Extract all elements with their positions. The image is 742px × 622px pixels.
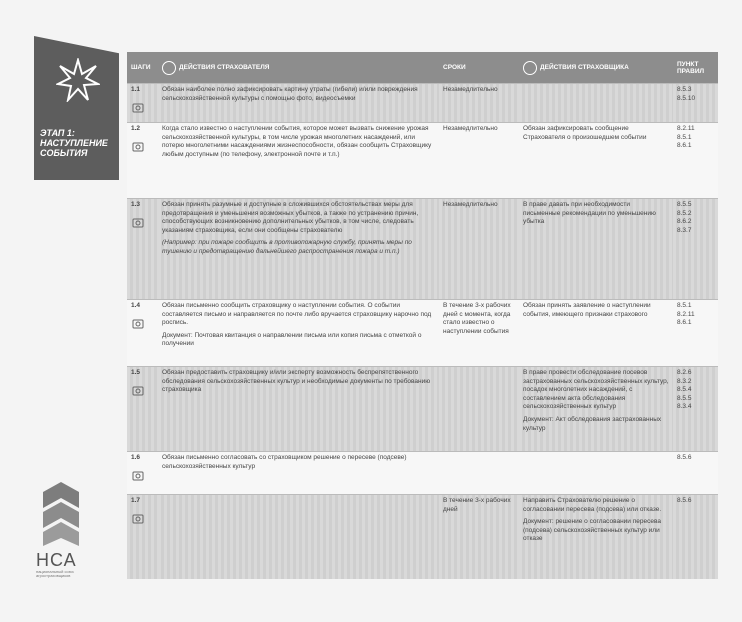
insurer-text: В праве давать при необходимости письменные рекомендации по уменьшению убытка xyxy=(523,201,656,226)
insurer-cell xyxy=(519,367,673,452)
terms-cell: Незамедлительно xyxy=(439,84,519,123)
header-insured: ДЕЙСТВИЯ СТРАХОВАТЕЛЯ xyxy=(158,52,439,84)
rules-cell: 8.5.3 8.5.10 xyxy=(673,84,718,123)
step-number: 1.2 xyxy=(131,125,141,132)
insured-cell xyxy=(158,199,439,300)
insurer-cell xyxy=(519,123,673,199)
terms-cell: Незамедлительно xyxy=(439,199,519,300)
wheat-logo-icon xyxy=(33,478,89,548)
insurer-cell xyxy=(519,199,673,300)
header-terms: СРОКИ xyxy=(439,52,519,84)
header-steps: ШАГИ xyxy=(127,52,158,84)
envelope-icon xyxy=(131,469,145,483)
insured-text: Когда стало известно о наступлении события, которое может вызвать снижение урожая сельскохозяйственной культуры, в том числе урожая многолетних насаждений, или потерю многолетними насаждениями жизнеспособности, обязан сообщить Страховщику любым доступным (по телефону, электронной почте и т.п.) xyxy=(162,125,432,158)
insurer-icon xyxy=(523,61,537,75)
step-number: 1.5 xyxy=(131,369,141,376)
step-number: 1.1 xyxy=(131,86,141,93)
terms-cell: В течение 3-х рабочих дней xyxy=(439,495,519,579)
insured-text: Обязан письменно сообщить страховщику о наступлении события. О событии составляется письмо и направляется по почте либо вручается страховщику нарочно под роспись. xyxy=(162,302,432,327)
terms-cell xyxy=(439,367,519,452)
insured-cell xyxy=(158,123,439,199)
step-cell xyxy=(127,367,158,452)
hand-sprout-icon xyxy=(131,512,145,526)
insured-text: Обязан принять разумные и доступные в сложившихся обстоятельствах меры для предотвращения и уменьшения возможных убытков, а также по устранению причин, способствующих возникновению дополнительных убытков, в том числе, следовать указаниям страховщика, если они сообщены страхователю xyxy=(162,201,419,234)
terms-cell: В течение 3-х рабочих дней с момента, когда стало известно о наступлении события xyxy=(439,300,519,367)
table-header xyxy=(127,52,718,84)
insured-text: Обязан наиболее полно зафиксировать картину утраты (гибели) и/или повреждения сельскохозяйственной культуры с помощью фото, видеосъемки xyxy=(162,86,418,102)
step-cell xyxy=(127,123,158,199)
step-number: 1.7 xyxy=(131,497,141,504)
insurer-text: Обязан принять заявление о наступлении события, имеющего признаки страхового xyxy=(523,302,651,318)
step-cell xyxy=(127,495,158,579)
terms-cell xyxy=(439,452,519,495)
insured-cell xyxy=(158,367,439,452)
table-row xyxy=(127,367,718,452)
insured-note: Документ: Почтовая квитанция о направлении письма или копия письма с отметкой о получении xyxy=(162,331,422,348)
table-row xyxy=(127,84,718,123)
step-cell xyxy=(127,452,158,495)
insured-note: (Например: при пожаре сообщить в противопожарную службу, принять меры по тушению и предотвращению дальнейшего распространения пожара и т.п.) xyxy=(162,239,412,255)
insurer-cell xyxy=(519,84,673,123)
header-insurer: ДЕЙСТВИЯ СТРАХОВЩИКА xyxy=(519,52,673,84)
camera-icon xyxy=(131,101,145,115)
table-row xyxy=(127,199,718,300)
insured-cell xyxy=(158,452,439,495)
rules-cell: 8.5.1 8.2.11 8.6.1 xyxy=(673,300,718,367)
rules-cell: 8.5.5 8.5.2 8.6.2 8.3.7 xyxy=(673,199,718,300)
step-number: 1.6 xyxy=(131,454,141,461)
insurer-cell xyxy=(519,495,673,579)
step-cell xyxy=(127,84,158,123)
rules-cell: 8.5.6 xyxy=(673,495,718,579)
rules-cell: 8.2.11 8.5.1 8.6.1 xyxy=(673,123,718,199)
insurer-text: В праве провести обследование посевов застрахованных сельскохозяйственных культур, посадок многолетних насаждений, с составлением акта обследования сельскохозяйственных культур xyxy=(523,369,669,411)
fire-hand-icon xyxy=(131,216,145,230)
rules-cell: 8.2.6 8.3.2 8.5.4 8.5.5 8.3.4 xyxy=(673,367,718,452)
stage-label: ЭТАП 1: НАСТУПЛЕНИЕ СОБЫТИЯ xyxy=(40,128,108,158)
step-number: 1.3 xyxy=(131,201,141,208)
insured-cell xyxy=(158,300,439,367)
nsa-logo xyxy=(33,478,89,598)
insurer-note: Документ: Акт обследования застрахованных культур xyxy=(523,415,662,432)
insurer-cell xyxy=(519,300,673,367)
step-cell xyxy=(127,300,158,367)
insured-text: Обязан предоставить страховщику и/или эксперту возможность беспрепятственного обследования сельскохозяйственных культур и необходимые документы по требованию страховщика xyxy=(162,369,431,394)
letter-icon xyxy=(131,317,145,331)
step-cell xyxy=(127,199,158,300)
insurer-cell xyxy=(519,452,673,495)
insured-cell xyxy=(158,84,439,123)
stage-sidebar xyxy=(34,36,119,180)
logo-text: НСА xyxy=(36,550,77,570)
insured-text: Обязан письменно согласовать со страховщиком решение о пересеве (подсеве) сельскохозяйственных культур xyxy=(162,454,407,470)
logo-subtitle: национальный союз агростраховщиков xyxy=(36,569,74,578)
table-row xyxy=(127,123,718,199)
insurer-text: Обязан зафиксировать сообщение Страхователя о произошедшем событии xyxy=(523,125,647,141)
step-number: 1.4 xyxy=(131,302,141,309)
header-rules: ПУНКТ ПРАВИЛ xyxy=(673,52,718,84)
magnifier-icon xyxy=(131,384,145,398)
rules-cell: 8.5.6 xyxy=(673,452,718,495)
insurer-text: Направить Страхователю решение о согласовании пересева (подсева) или отказе. xyxy=(523,497,662,513)
table-row xyxy=(127,300,718,367)
terms-cell: Незамедлительно xyxy=(439,123,519,199)
table-row xyxy=(127,452,718,495)
insurance-steps-table xyxy=(127,52,718,579)
phone-icon xyxy=(131,140,145,154)
table-row xyxy=(127,495,718,579)
insured-cell xyxy=(158,495,439,579)
person-icon xyxy=(162,61,176,75)
insurer-note: Документ: решение о согласовании пересева (подсева) сельскохозяйственных культур или отказе xyxy=(523,518,661,543)
explosion-icon xyxy=(56,58,100,102)
